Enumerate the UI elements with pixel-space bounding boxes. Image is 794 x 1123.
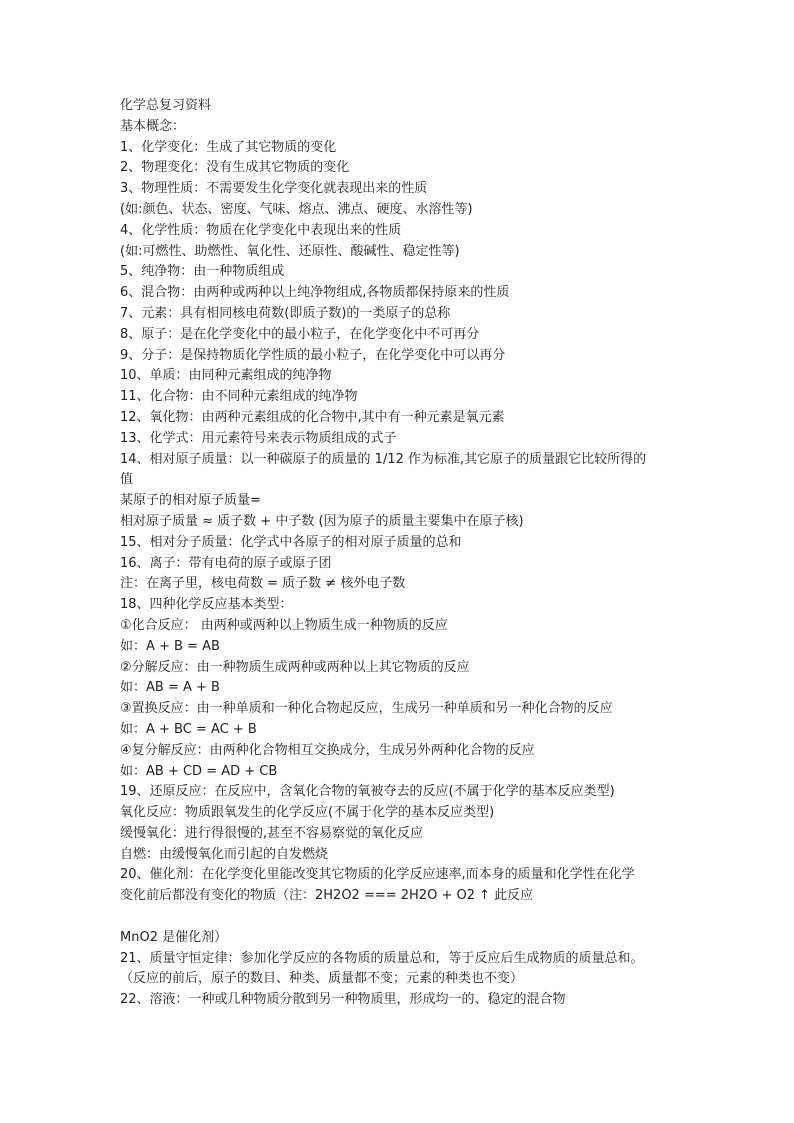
text-line: 15、相对分子质量：化学式中各原子的相对原子质量的总和 (120, 534, 462, 550)
text-line: 氧化反应：物质跟氧发生的化学反应(不属于化学的基本反应类型) (120, 805, 495, 821)
text-line: 如：A + BC = AC + B (120, 721, 257, 737)
text-line: 8、原子：是在化学变化中的最小粒子，在化学变化中不可再分 (120, 326, 480, 342)
text-line: 14、相对原子质量：以一种碳原子的质量的 1/12 作为标准,其它原子的质量跟它比较所得的 (120, 451, 647, 467)
text-line: 如：A + B = AB (120, 638, 220, 654)
text-line: ①化合反应： 由两种或两种以上物质生成一种物质的反应 (120, 617, 448, 633)
text-line: 21、质量守恒定律：参加化学反应的各物质的质量总和，等于反应后生成物质的质量总和。 (120, 950, 644, 966)
text-line: 4、化学性质：物质在化学变化中表现出来的性质 (120, 222, 402, 238)
text-line: (如:颜色、状态、密度、气味、熔点、沸点、硬度、水溶性等) (120, 201, 473, 217)
text-line: 5、纯净物：由一种物质组成 (120, 264, 285, 280)
text-line: 19、还原反应：在反应中，含氧化合物的氧被夺去的反应(不属于化学的基本反应类型) (120, 784, 615, 800)
text-line: 6、混合物：由两种或两种以上纯净物组成,各物质都保持原来的性质 (120, 285, 510, 301)
text-line: MnO2 是催化剂） (120, 929, 228, 945)
text-line: 9、分子：是保持物质化学性质的最小粒子，在化学变化中可以再分 (120, 347, 506, 363)
text-line: 如：AB + CD = AD + CB (120, 763, 278, 779)
text-line: 22、溶液：一种或几种物质分散到另一种物质里，形成均一的、稳定的混合物 (120, 992, 566, 1008)
text-line: 注：在离子里，核电荷数 = 质子数 ≠ 核外电子数 (120, 576, 406, 592)
text-line: 1、化学变化：生成了其它物质的变化 (120, 139, 337, 155)
text-line: 变化前后都没有变化的物质（注：2H2O2 === 2H2O + O2 ↑ 此反应 (120, 888, 534, 904)
section-heading: 基本概念： (120, 118, 186, 134)
text-line: 某原子的相对原子质量= (120, 493, 261, 509)
text-line: 20、催化剂：在化学变化里能改变其它物质的化学反应速率,而本身的质量和化学性在化学 (120, 867, 635, 883)
text-line: 16、离子：带有电荷的原子或原子团 (120, 555, 332, 571)
text-line: 2、物理变化：没有生成其它物质的变化 (120, 160, 350, 176)
text-line: (如:可燃性、助燃性、氧化性、还原性、酸碱性、稳定性等) (120, 243, 460, 259)
doc-title: 化学总复习资料 (120, 98, 212, 113)
text-line: （反应的前后，原子的数目、种类、质量都不变；元素的种类也不变） (120, 971, 524, 987)
text-line: ②分解反应：由一种物质生成两种或两种以上其它物质的反应 (120, 659, 470, 675)
text-line: 3、物理性质：不需要发生化学变化就表现出来的性质 (120, 181, 428, 197)
text-line: 值 (120, 472, 134, 488)
text-line: 10、单质：由同种元素组成的纯净物 (120, 368, 332, 384)
text-line: 缓慢氧化：进行得很慢的,甚至不容易察觉的氧化反应 (120, 825, 424, 841)
text-line: ③置换反应：由一种单质和一种化合物起反应，生成另一种单质和另一种化合物的反应 (120, 701, 613, 717)
text-line: 相对原子质量 ≈ 质子数 + 中子数 (因为原子的质量主要集中在原子核) (120, 513, 524, 529)
text-line: 7、元素：具有相同核电荷数(即质子数)的一类原子的总称 (120, 305, 451, 321)
document-page (120, 96, 690, 1011)
blank-line (120, 907, 690, 928)
text-line: 13、化学式：用元素符号来表示物质组成的式子 (120, 430, 397, 446)
text-line: ④复分解反应：由两种化合物相互交换成分，生成另外两种化合物的反应 (120, 742, 535, 758)
text-line: 自燃：由缓慢氧化而引起的自发燃烧 (120, 846, 329, 862)
text-line: 18、四种化学反应基本类型： (120, 597, 293, 613)
text-line: 如：AB = A + B (120, 680, 220, 696)
text-line: 11、化合物：由不同种元素组成的纯净物 (120, 389, 358, 405)
text-line: 12、氧化物：由两种元素组成的化合物中,其中有一种元素是氧元素 (120, 409, 505, 425)
